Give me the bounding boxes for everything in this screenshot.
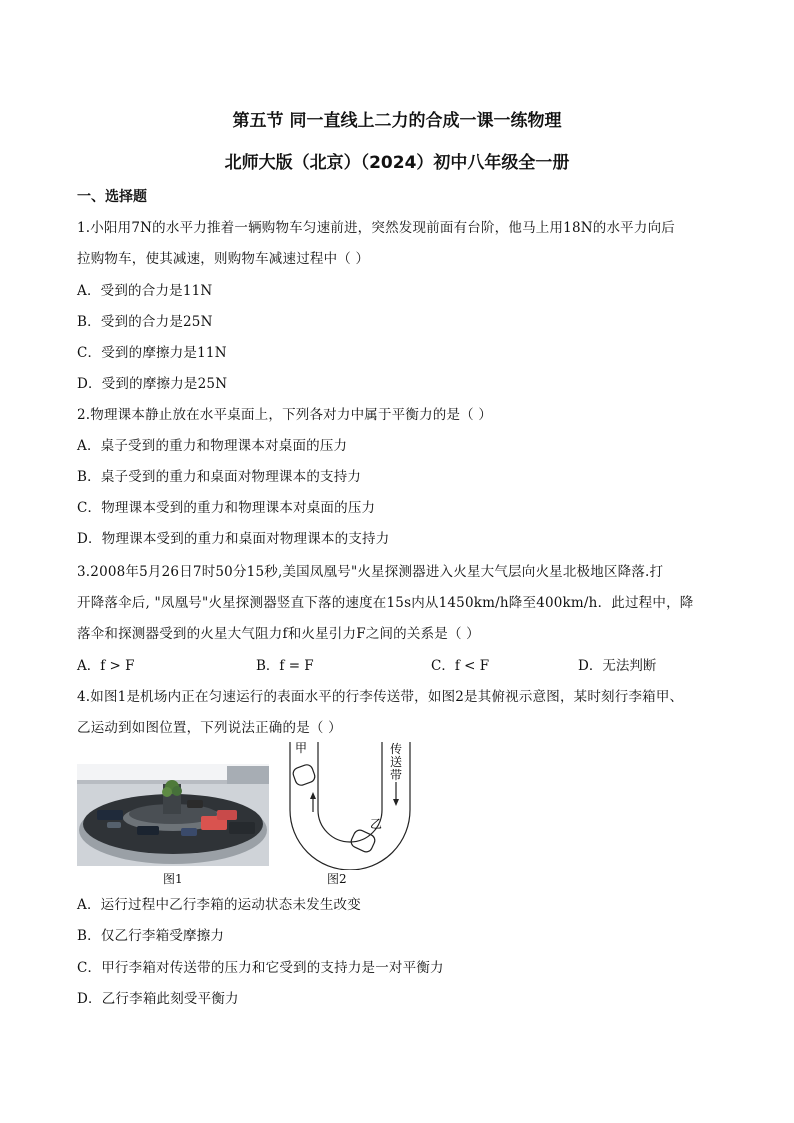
- q4-option-b[interactable]: B．仅乙行李箱受摩擦力: [77, 928, 225, 944]
- q1-option-b[interactable]: B．受到的合力是25N: [77, 314, 213, 330]
- section-heading: 一、选择题: [77, 189, 147, 205]
- figure1-caption: 图1: [163, 872, 183, 886]
- label-belt-3: 带: [390, 768, 403, 782]
- figure2-caption: 图2: [327, 872, 347, 886]
- q4-text-line2: 乙运动到如图位置，下列说法正确的是（ ）: [77, 720, 342, 736]
- q3-option-a[interactable]: A．f > F: [77, 658, 135, 674]
- q4-text-line1: 4.如图1是机场内正在匀速运行的表面水平的行李传送带，如图2是其俯视示意图，某时刻行李箱甲、: [77, 689, 684, 705]
- q4-option-d[interactable]: D．乙行李箱此刻受平衡力: [77, 991, 239, 1007]
- q4-option-a[interactable]: A．运行过程中乙行李箱的运动状态未发生改变: [77, 897, 361, 913]
- q4-option-c[interactable]: C．甲行李箱对传送带的压力和它受到的支持力是一对平衡力: [77, 960, 444, 976]
- page-subtitle: 北师大版（北京）（2024）初中八年级全一册: [224, 153, 570, 173]
- label-yi: 乙: [370, 817, 383, 831]
- q4-figure: [77, 742, 417, 890]
- q1-text-line2: 拉购物车，使其减速，则购物车减速过程中（ ）: [77, 251, 370, 267]
- conveyor-schematic: [280, 742, 420, 870]
- q1-option-a[interactable]: A．受到的合力是11N: [77, 283, 213, 299]
- label-belt-1: 传: [390, 742, 403, 756]
- q3-text-line3: 落伞和探测器受到的火星大气阻力f和火星引力F之间的关系是（ ）: [77, 626, 480, 642]
- q1-option-c[interactable]: C．受到的摩擦力是11N: [77, 345, 227, 361]
- q2-text-line1: 2.物理课本静止放在水平桌面上，下列各对力中属于平衡力的是（ ）: [77, 407, 493, 423]
- q3-text-line1: 3.2008年5月26日7时50分15秒,美国凤凰号"火星探测器进入火星大气层向火星北极地区降落.打: [77, 564, 664, 580]
- q2-option-c[interactable]: C．物理课本受到的重力和物理课本对桌面的压力: [77, 500, 376, 516]
- label-belt-2: 送: [390, 755, 403, 769]
- q1-text-line1: 1.小阳用7N的水平力推着一辆购物车匀速前进，突然发现前面有台阶，他马上用18N的水平力向后: [77, 220, 675, 236]
- q1-option-d[interactable]: D．受到的摩擦力是25N: [77, 376, 228, 392]
- q3-option-c[interactable]: C．f < F: [431, 658, 490, 674]
- q2-option-b[interactable]: B．桌子受到的重力和桌面对物理课本的支持力: [77, 469, 362, 485]
- label-jia: 甲: [295, 742, 308, 755]
- q2-option-d[interactable]: D．物理课本受到的重力和桌面对物理课本的支持力: [77, 531, 390, 547]
- q3-text-line2: 开降落伞后, "凤凰号"火星探测器竖直下落的速度在15s内从1450km/h降至400km/h．此过程中，降: [77, 595, 694, 611]
- page-title: 第五节 同一直线上二力的合成一课一练物理: [232, 111, 562, 131]
- q2-option-a[interactable]: A．桌子受到的重力和物理课本对桌面的压力: [77, 438, 348, 454]
- baggage-carousel-photo: [77, 764, 269, 866]
- q3-option-b[interactable]: B．f = F: [256, 658, 314, 674]
- q3-option-d[interactable]: D．无法判断: [578, 658, 657, 674]
